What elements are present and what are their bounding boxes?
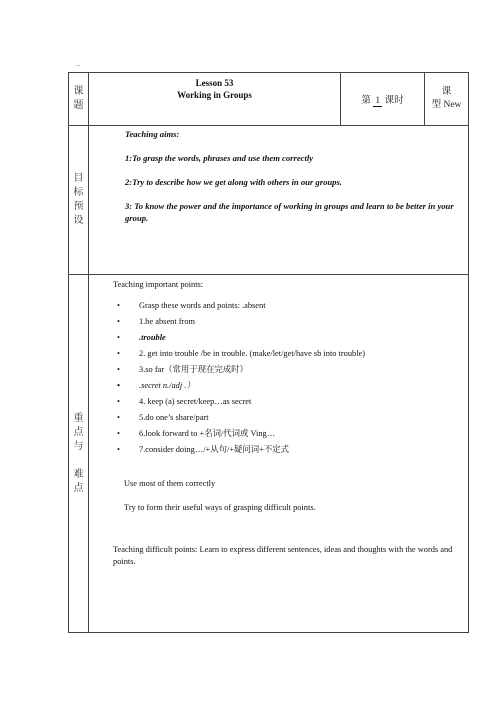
list-item: • 1.be absent from bbox=[117, 317, 196, 326]
class-period-number: 1 bbox=[373, 96, 382, 107]
lesson-number: Lesson 53 bbox=[195, 78, 234, 88]
lesson-title: Working in Groups bbox=[177, 90, 252, 100]
list-item: • 3.so far（常用于现在完成时） bbox=[117, 365, 248, 374]
bullet-icon: • bbox=[117, 413, 120, 422]
aims-row bbox=[69, 126, 469, 275]
lesson-title-cell bbox=[89, 73, 341, 126]
bullet-icon: • bbox=[117, 365, 120, 374]
try-form-line: Try to form their useful ways of grasping difficult points. bbox=[124, 503, 316, 512]
important-points-heading: Teaching important points: bbox=[113, 280, 204, 289]
aim-item: 1:To grasp the words, phrases and use them correctly bbox=[125, 153, 314, 163]
list-item: • 2. get into trouble /be in trouble. (make/let/get/have sb into trouble) bbox=[117, 349, 366, 358]
list-item: • Grasp these words and points: .absent bbox=[117, 301, 266, 310]
corner-mark: ... bbox=[76, 62, 81, 68]
header-row bbox=[69, 73, 469, 126]
list-item: • .secret n./adj .） bbox=[117, 381, 195, 390]
list-item: • 7.consider doing…/+从句/+疑问词+不定式 bbox=[117, 445, 290, 454]
lesson-type-cell: 课 型 New bbox=[425, 73, 469, 126]
aim-item: 3: To know the power and the importance of working in groups and learn to be better in your group. bbox=[125, 201, 454, 223]
class-period-cell: 第 1 课时 bbox=[341, 73, 425, 126]
list-item: • 5.do one’s share/part bbox=[117, 413, 209, 422]
list-item: • 4. keep (a) secret/keep…as secret bbox=[117, 397, 252, 406]
aims-heading: Teaching aims: bbox=[125, 129, 180, 139]
list-item: • 6.look forward to +名词/代词或 Ving… bbox=[117, 429, 276, 438]
bullet-icon: • bbox=[117, 381, 120, 390]
aims-label: 目 标 预 设 bbox=[69, 126, 89, 275]
bullet-icon: • bbox=[117, 397, 120, 406]
lesson-plan-table bbox=[68, 72, 469, 633]
bullet-icon: • bbox=[117, 429, 120, 438]
list-item: • .trouble bbox=[117, 333, 166, 342]
use-correctly-line: Use most of them correctly bbox=[124, 479, 216, 488]
points-row bbox=[69, 275, 469, 633]
bullet-icon: • bbox=[117, 445, 120, 454]
aims-content bbox=[89, 126, 469, 275]
bullet-icon: • bbox=[117, 317, 120, 326]
bullet-icon: • bbox=[117, 333, 120, 342]
points-content bbox=[89, 275, 469, 633]
key-points-label: 重 点 与 难 点 bbox=[69, 275, 89, 633]
aim-item: 2:Try to describe how we get along with others in our groups. bbox=[125, 177, 342, 187]
bullet-icon: • bbox=[117, 349, 120, 358]
bullet-icon: • bbox=[117, 301, 120, 310]
topic-label: 课 题 bbox=[69, 73, 89, 126]
difficult-points-text: Teaching difficult points: Learn to express different sentences, ideas and thoughts with the words and points. bbox=[113, 545, 453, 566]
points-list bbox=[113, 300, 460, 456]
